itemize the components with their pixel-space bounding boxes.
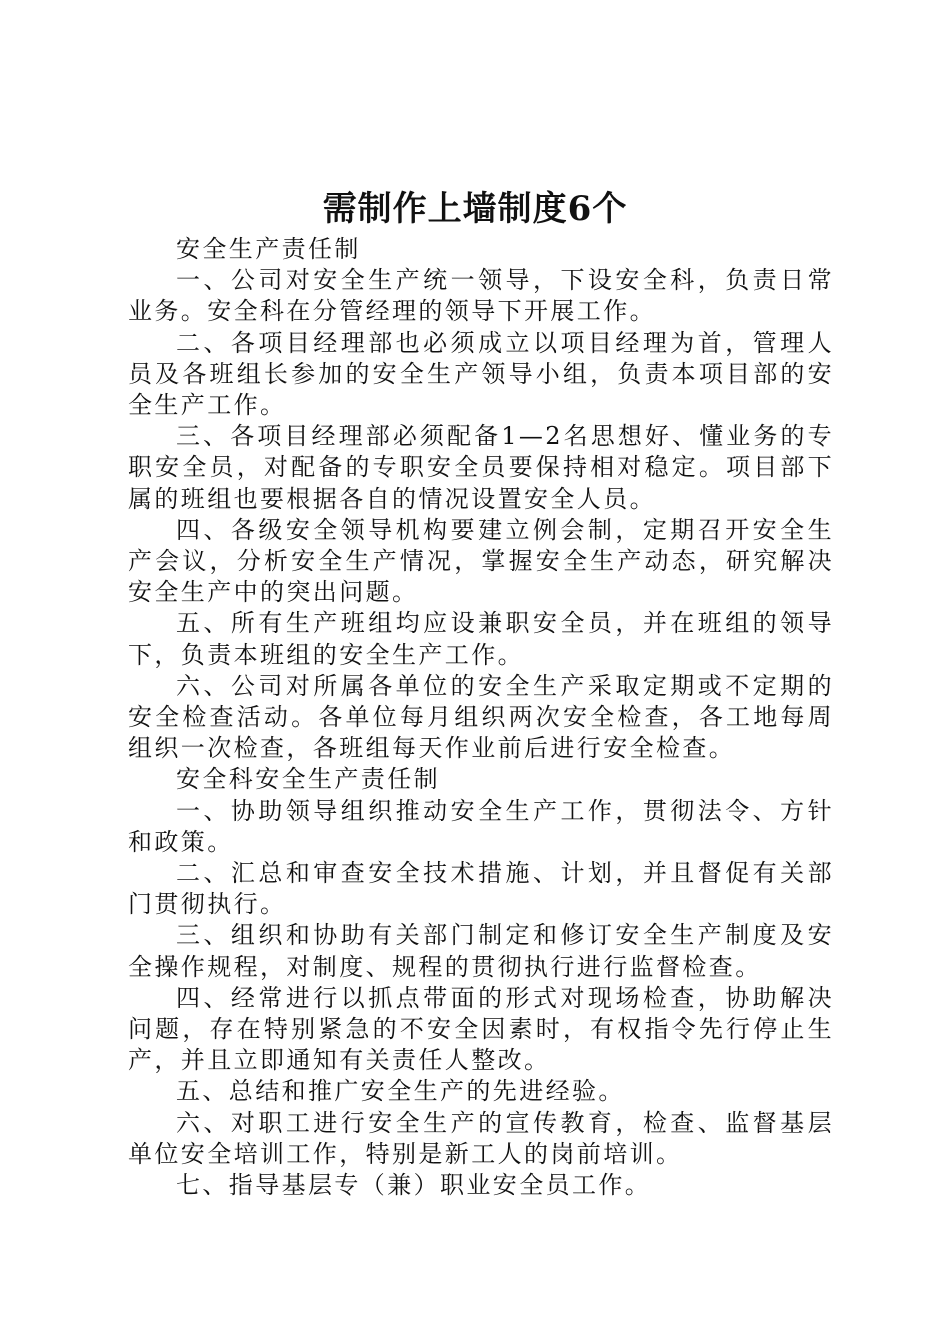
document-body — [128, 234, 834, 1201]
paragraph: 七、指导基层专（兼）职业安全员工作。 — [176, 1171, 652, 1200]
paragraph: 六、对职工进行安全生产的宣传教育，检查、监督基层单位安全培训工作，特别是新工人的岗前培训。 — [128, 1108, 834, 1168]
paragraph: 二、汇总和审查安全技术措施、计划，并且督促有关部门贯彻执行。 — [128, 859, 834, 919]
paragraph: 一、公司对安全生产统一领导，下设安全科，负责日常业务。安全科在分管经理的领导下开展工作。 — [128, 266, 834, 326]
paragraph: 一、协助领导组织推动安全生产工作，贯彻法令、方针和政策。 — [128, 796, 834, 856]
paragraph: 二、各项目经理部也必须成立以项目经理为首，管理人员及各班组长参加的安全生产领导小组，负责本项目部的安全生产工作。 — [128, 328, 834, 420]
paragraph: 五、所有生产班组均应设兼职安全员，并在班组的领导下，负责本班组的安全生产工作。 — [128, 609, 834, 669]
section-heading: 安全科安全生产责任制 — [176, 765, 440, 794]
paragraph: 四、经常进行以抓点带面的形式对现场检查，协助解决问题，存在特别紧急的不安全因素时，有权指令先行停止生产，并且立即通知有关责任人整改。 — [128, 983, 834, 1075]
paragraph: 五、总结和推广安全生产的先进经验。 — [176, 1077, 625, 1106]
section-heading: 安全生产责任制 — [176, 235, 361, 263]
paragraph: 三、组织和协助有关部门制定和修订安全生产制度及安全操作规程，对制度、规程的贯彻执行进行监督检查。 — [128, 921, 834, 981]
paragraph: 四、各级安全领导机构要建立例会制，定期召开安全生产会议，分析安全生产情况，掌握安全生产动态，研究解决安全生产中的突出问题。 — [128, 515, 834, 607]
paragraph: 三、各项目经理部必须配备1—2名思想好、懂业务的专职安全员，对配备的专职安全员要保持相对稳定。项目部下属的班组也要根据各自的情况设置安全人员。 — [128, 422, 834, 513]
paragraph: 六、公司对所属各单位的安全生产采取定期或不定期的安全检查活动。各单位每月组织两次安全检查，各工地每周组织一次检查，各班组每天作业前后进行安全检查。 — [128, 671, 834, 763]
document-title: 需制作上墙制度6个 — [322, 189, 628, 229]
